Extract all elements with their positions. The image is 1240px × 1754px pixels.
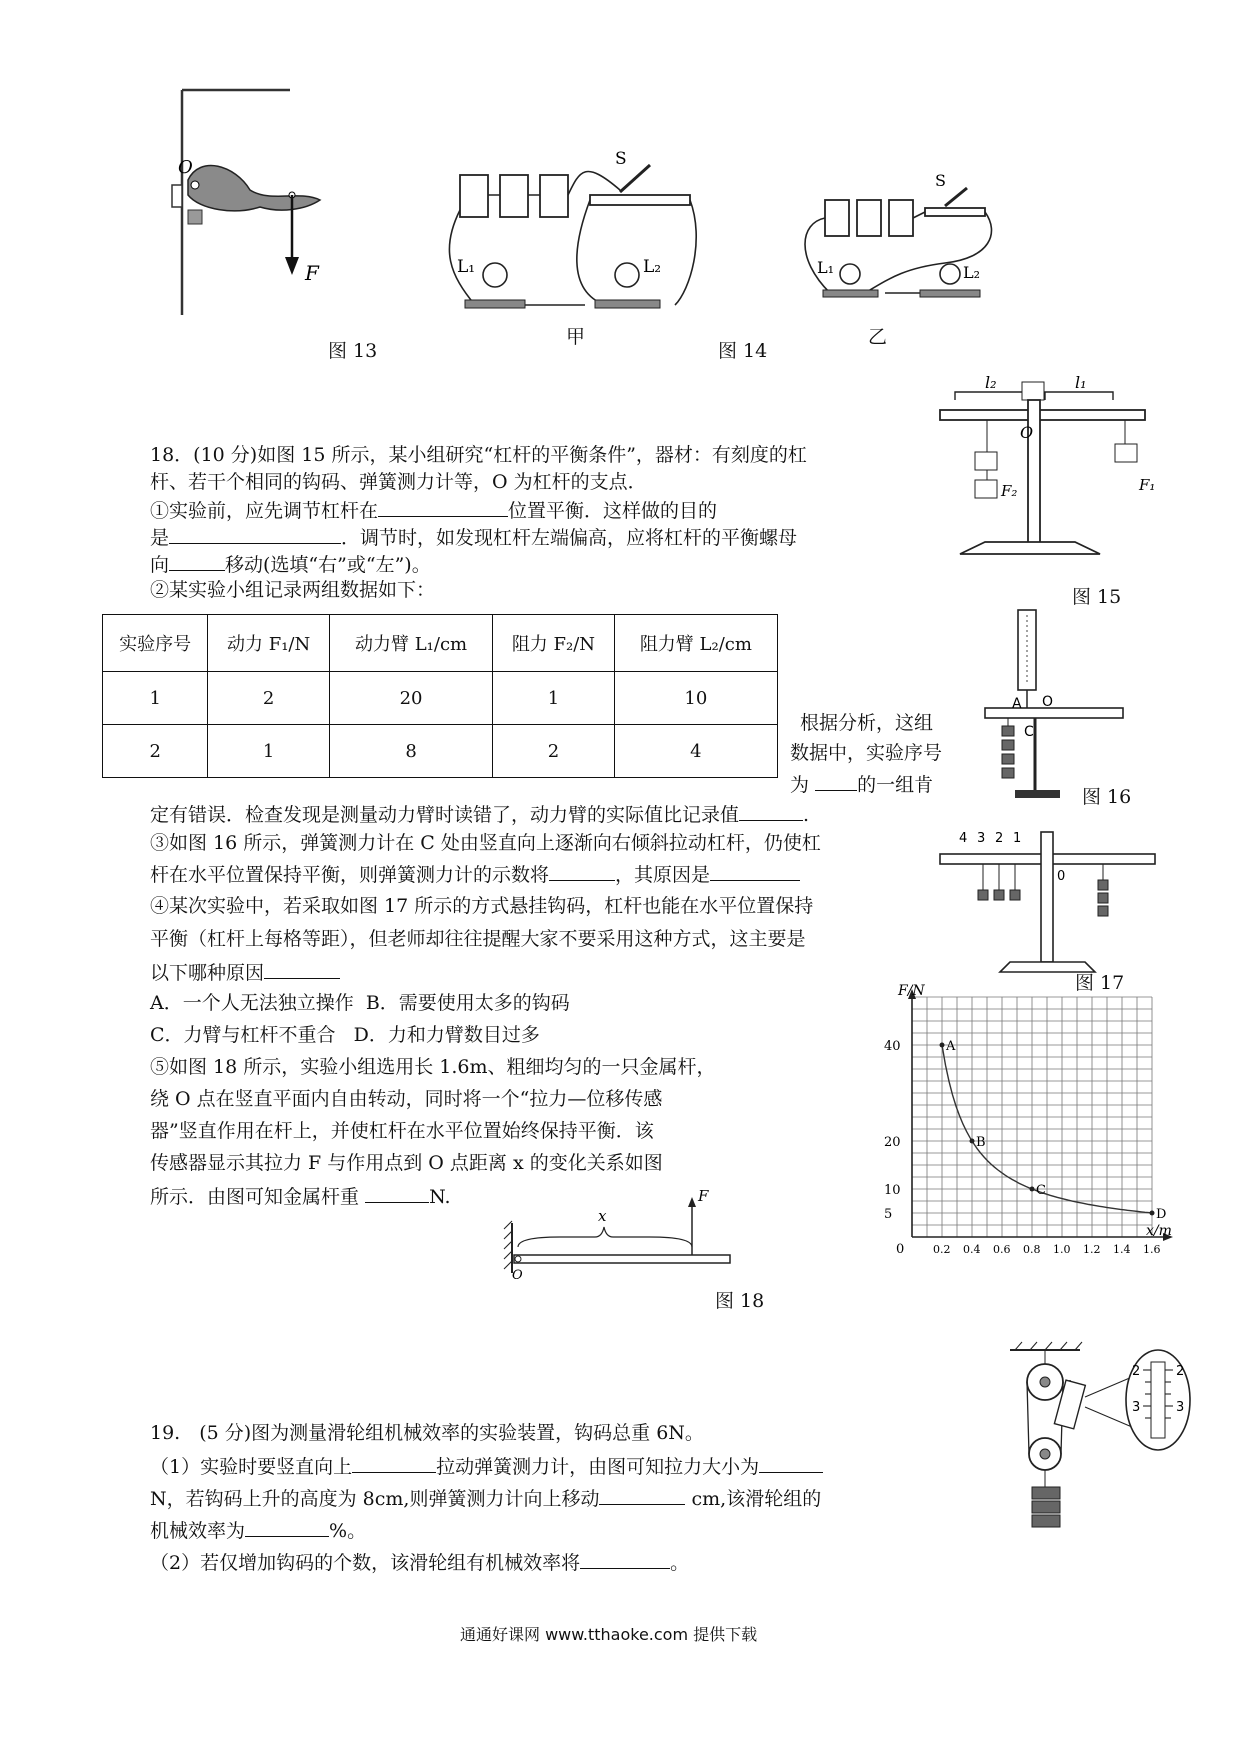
fig18-caption: 图 18 — [715, 1290, 765, 1312]
x-tick-label: 0.4 — [963, 1243, 981, 1256]
y-tick-label: 0 — [896, 1242, 905, 1257]
table-cell: 4 — [614, 725, 777, 778]
x-tick-label: 1.0 — [1053, 1243, 1071, 1256]
fig17-caption: 图 17 — [1075, 972, 1125, 994]
data-point-c — [1030, 1187, 1035, 1192]
answer-blank-14[interactable] — [580, 1548, 670, 1569]
table-header-cell: 动力臂 L₁/cm — [329, 615, 492, 672]
figure-17-lever-hooks — [935, 820, 1165, 975]
q18-part1-line1: ①实验前，应先调节杠杆在 位置平衡．这样做的目的 — [150, 496, 717, 525]
chart-xlabel: x/m — [1146, 1223, 1172, 1239]
option-a[interactable]: A．一个人无法独立操作 — [150, 992, 354, 1014]
fig16-label-o: O — [1042, 694, 1054, 710]
q19-intro: 19. (5 分)图为测量滑轮组机械效率的实验装置，钩码总重 6N。 — [150, 1422, 704, 1444]
answer-blank-10[interactable] — [352, 1452, 436, 1473]
force-displacement-chart — [860, 985, 1180, 1255]
fig13-caption: 图 13 — [328, 340, 378, 362]
scale-mark-left-2: 2 — [1132, 1364, 1141, 1379]
q19-part1-line2: N，若钩码上升的高度为 8cm,则弹簧测力计向上移动 cm,该滑轮组的 — [150, 1484, 821, 1513]
table-cell: 1 — [493, 672, 615, 725]
footer-credit: 通通好课网 www.tthaoke.com 提供下载 — [460, 1625, 758, 1644]
answer-blank-3[interactable] — [169, 550, 225, 571]
scale-mark-right-3: 3 — [1176, 1400, 1185, 1415]
fig14-yi-label-s: S — [935, 171, 946, 190]
option-d[interactable]: D．力和力臂数目过多 — [353, 1024, 540, 1046]
x-tick-label: 1.6 — [1143, 1243, 1161, 1256]
q18-part5-line2: 绕 O 点在竖直平面内自由转动，同时将一个“拉力—位移传感 — [150, 1088, 663, 1110]
chart-grid — [912, 997, 1152, 1237]
q18-part5-line4: 传感器显示其拉力 F 与作用点到 O 点距离 x 的变化关系如图 — [150, 1152, 663, 1174]
fig16-label-c: C — [1024, 724, 1034, 740]
answer-blank-2[interactable] — [169, 523, 341, 544]
q18-part5-line3: 器”竖直作用在杆上，并使杠杆在水平位置始终保持平衡．该 — [150, 1120, 654, 1142]
table-cell: 20 — [329, 672, 492, 725]
fig14-jia-label-l1: L₁ — [457, 257, 476, 277]
fig18-label-x: x — [598, 1207, 607, 1225]
data-point-d — [1150, 1211, 1155, 1216]
answer-blank-9[interactable] — [365, 1182, 429, 1203]
figure-14-circuit-jia — [455, 150, 695, 330]
y-tick-label: 20 — [884, 1135, 901, 1150]
fig14-sub-jia: 甲 — [566, 326, 586, 348]
fig17-tick-1: 1 — [1013, 831, 1022, 846]
answer-blank-13[interactable] — [245, 1516, 329, 1537]
q18-side-line1: 根据分析，这组 — [800, 712, 934, 734]
fig14-yi-label-l2: L₂ — [963, 263, 981, 282]
q18-part4-line1: ④某次实验中，若采取如图 17 所示的方式悬挂钩码，杠杆也能在水平位置保持 — [150, 895, 814, 917]
answer-blank-12[interactable] — [599, 1484, 685, 1505]
q18-part2-line: 定有错误．检查发现是测量动力臂时读错了，动力臂的实际值比记录值 . — [150, 800, 809, 829]
table-header-row — [103, 615, 778, 672]
q18-part4-line2: 平衡（杠杆上每格等距），但老师却往往提醒大家不要采用这种方式，这主要是 — [150, 928, 806, 950]
x-tick-label: 1.4 — [1113, 1243, 1131, 1256]
table-header-cell: 动力 F₁/N — [208, 615, 330, 672]
q18-side-line3: 为 的一组肯 — [790, 770, 933, 799]
fig13-label-o: O — [178, 157, 193, 178]
fig17-tick-0: 0 — [1057, 869, 1066, 884]
answer-blank-7[interactable] — [710, 860, 800, 881]
fig16-caption: 图 16 — [1082, 786, 1132, 808]
q18-part5-line5: 所示．由图可知金属杆重 N. — [150, 1182, 451, 1211]
data-point-a — [940, 1043, 945, 1048]
q18-part1-line2: 是 ．调节时，如发现杠杆左端偏高，应将杠杆的平衡螺母 — [150, 523, 797, 552]
fig15-label-f2: F₂ — [1001, 482, 1018, 500]
q19-part1-line1: （1）实验时要竖直向上 拉动弹簧测力计，由图可知拉力大小为 — [150, 1452, 823, 1481]
q18-part5-line1: ⑤如图 18 所示，实验小组选用长 1.6m、粗细均匀的一只金属杆， — [150, 1056, 716, 1078]
data-table — [102, 614, 778, 778]
figure-19-pulley-system — [1010, 1342, 1210, 1552]
figure-14-circuit-yi — [795, 171, 995, 308]
table-header-cell: 阻力臂 L₂/cm — [614, 615, 777, 672]
table-cell: 2 — [493, 725, 615, 778]
q18-intro-line2: 杆、若干个相同的钩码、弹簧测力计等，O 为杠杆的支点． — [150, 471, 647, 493]
x-tick-label: 0.2 — [933, 1243, 951, 1256]
q18-part1-line3: 向 移动(选填“右”或“左”)。 — [150, 550, 431, 579]
fig14-caption: 图 14 — [718, 340, 768, 362]
answer-blank-4[interactable] — [815, 770, 857, 791]
fig14-yi-label-l1: L₁ — [817, 258, 835, 277]
figure-18-rod-diagram — [500, 1185, 740, 1283]
table-header-cell: 实验序号 — [103, 615, 208, 672]
answer-blank-5[interactable] — [739, 800, 803, 821]
table-cell: 1 — [208, 725, 330, 778]
scale-mark-right-2: 2 — [1176, 1364, 1185, 1379]
answer-blank-1[interactable] — [378, 496, 508, 517]
x-tick-label: 0.8 — [1023, 1243, 1041, 1256]
fig17-tick-3: 3 — [977, 831, 986, 846]
option-b[interactable]: B．需要使用太多的钩码 — [365, 992, 570, 1014]
table-cell: 2 — [103, 725, 208, 778]
fig13-label-f: F — [305, 261, 319, 285]
fig17-tick-4: 4 — [959, 831, 968, 846]
data-point-b — [970, 1139, 975, 1144]
q18-options-row2 — [150, 1022, 540, 1049]
q18-side-line2: 数据中，实验序号 — [790, 742, 943, 764]
figure-13-lever-diagram — [140, 85, 380, 325]
fig14-jia-label-l2: L₂ — [643, 257, 662, 277]
fig15-caption: 图 15 — [1072, 586, 1122, 608]
table-row — [103, 672, 778, 725]
answer-blank-11[interactable] — [759, 1452, 823, 1473]
table-cell: 8 — [329, 725, 492, 778]
table-cell: 2 — [208, 672, 330, 725]
q18-part3-line1: ③如图 16 所示，弹簧测力计在 C 处由竖直向上逐渐向右倾斜拉动杠杆，仍使杠 — [150, 832, 821, 854]
data-point-label: D — [1156, 1207, 1167, 1222]
data-point-label: C — [1036, 1183, 1046, 1198]
answer-blank-8[interactable] — [264, 958, 340, 979]
x-tick-label: 1.2 — [1083, 1243, 1101, 1256]
q19-part2-line: （2）若仅增加钩码的个数，该滑轮组有机械效率将 。 — [150, 1548, 689, 1577]
fig15-label-f1: F₁ — [1139, 476, 1156, 494]
answer-blank-6[interactable] — [549, 860, 615, 881]
table-row — [103, 725, 778, 778]
fig16-label-a: A — [1012, 696, 1022, 712]
chart-ylabel: F/N — [898, 983, 925, 999]
x-tick-label: 0.6 — [993, 1243, 1011, 1256]
y-tick-label: 5 — [884, 1207, 893, 1222]
figure-16-spring-scale-lever — [980, 610, 1130, 810]
fig18-label-f: F — [698, 1187, 709, 1205]
fig15-label-l2: l₂ — [985, 373, 997, 392]
figure-15-lever-apparatus — [925, 372, 1165, 572]
data-point-label: A — [946, 1039, 956, 1054]
scale-mark-left-3: 3 — [1132, 1400, 1141, 1415]
table-cell: 10 — [614, 672, 777, 725]
option-c[interactable]: C．力臂与杠杆不重合 — [150, 1024, 336, 1046]
fig14-jia-label-s: S — [615, 149, 627, 169]
table-cell: 1 — [103, 672, 208, 725]
q18-part4-line3: 以下哪种原因 — [150, 958, 340, 987]
fig17-tick-2: 2 — [995, 831, 1004, 846]
q18-part3-line2: 杆在水平位置保持平衡，则弹簧测力计的示数将 ，其原因是 — [150, 860, 800, 889]
y-tick-label: 10 — [884, 1183, 901, 1198]
fig15-label-o: O — [1020, 423, 1034, 442]
y-tick-label: 40 — [884, 1039, 901, 1054]
q18-options-row1 — [150, 990, 570, 1017]
q19-part1-line3: 机械效率为 %。 — [150, 1516, 366, 1545]
fig15-label-l1: l₁ — [1075, 373, 1087, 392]
q18-intro-line1: 18．(10 分)如图 15 所示，某小组研究“杠杆的平衡条件”，器材：有刻度的杠 — [150, 444, 807, 466]
data-point-label: B — [976, 1135, 986, 1150]
fig14-sub-yi: 乙 — [868, 326, 888, 348]
table-header-cell: 阻力 F₂/N — [493, 615, 615, 672]
q18-part2-intro: ②某实验小组记录两组数据如下： — [150, 579, 436, 601]
fig18-label-o: O — [512, 1268, 523, 1283]
